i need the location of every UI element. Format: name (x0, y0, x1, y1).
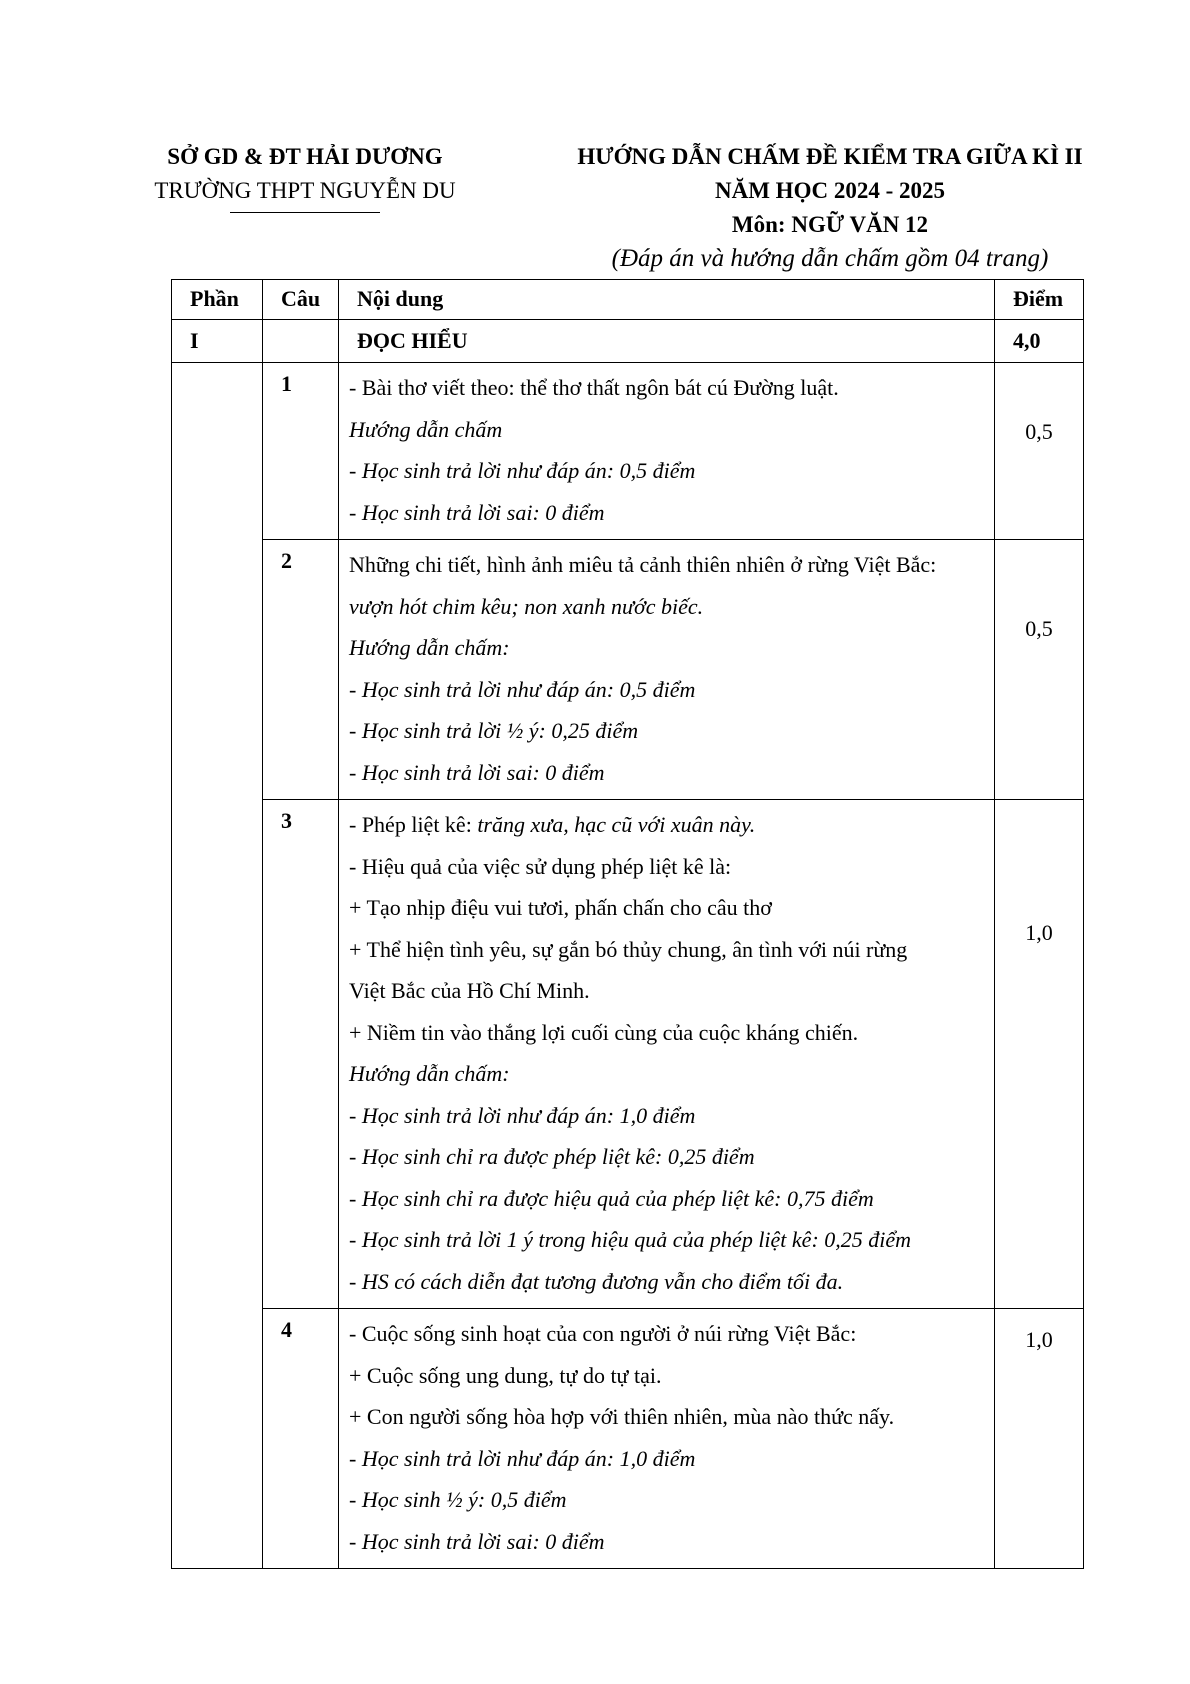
header-right (540, 140, 1120, 276)
answer-line: - Hiệu quả của việc sử dụng phép liệt kê là: (349, 853, 732, 879)
header-noidung: Nội dung (339, 280, 995, 320)
answer-content (339, 800, 995, 1309)
section-cau-empty (263, 320, 339, 363)
header-diem: Điểm (995, 280, 1084, 320)
table-row (172, 540, 1084, 800)
score-cell (995, 800, 1084, 1309)
table-row (172, 1309, 1084, 1569)
section-row (172, 320, 1084, 363)
answer-line-italic: trăng xưa, hạc cũ với xuân này. (477, 812, 756, 837)
header-cau: Câu (263, 280, 339, 320)
answer-line: + Con người sống hòa hợp với thiên nhiên, mùa nào thức nấy. (349, 1404, 895, 1429)
score-cell (995, 540, 1084, 800)
header-phan: Phần (172, 280, 263, 320)
table-row (172, 800, 1084, 1309)
answer-line: - Bài thơ viết theo: thể thơ thất ngôn bát cú Đường luật. (349, 375, 839, 400)
answer-line (349, 804, 986, 846)
answer-content (339, 363, 995, 540)
score-value: 1,0 (1025, 920, 1053, 945)
answer-line: vượn hót chim kêu; non xanh nước biếc. (349, 593, 704, 619)
answer-line: Hướng dẫn chấm (349, 416, 503, 442)
table-header-row (172, 280, 1084, 320)
answer-line: - Học sinh trả lời sai: 0 điểm (349, 1528, 605, 1554)
phan-empty (172, 363, 263, 1569)
score-cell (995, 363, 1084, 540)
answer-line: + Tạo nhịp điệu vui tươi, phấn chấn cho câu thơ (349, 895, 772, 920)
answer-line: - Học sinh chỉ ra được phép liệt kê: 0,25 điểm (349, 1144, 755, 1169)
section-phan: I (172, 320, 263, 363)
answer-line: Hướng dẫn chấm: (349, 635, 510, 660)
page-count-note: (Đáp án và hướng dẫn chấm gồm 04 trang) (611, 245, 1049, 272)
answer-line: - Cuộc sống sinh hoạt của con người ở núi rừng Việt Bắc: (349, 1321, 857, 1346)
score-cell (995, 1309, 1084, 1569)
answer-line: - Học sinh trả lời như đáp án: 1,0 điểm (349, 1102, 696, 1128)
table-row (172, 363, 1084, 540)
answer-line: + Cuộc sống ung dung, tự do tự tại. (349, 1362, 662, 1388)
answer-line: - Học sinh trả lời sai: 0 điểm (349, 759, 605, 785)
answer-line: - Học sinh chỉ ra được hiệu quả của phép liệt kê: 0,75 điểm (349, 1185, 874, 1211)
answer-line: - Học sinh trả lời như đáp án: 0,5 điểm (349, 676, 696, 702)
school-name: TRƯỜNG THPT NGUYỄN DU (154, 178, 456, 203)
answer-line: Việt Bắc của Hồ Chí Minh. (349, 978, 590, 1003)
answer-content (339, 540, 995, 800)
question-number: 4 (263, 1309, 339, 1569)
answer-content (339, 1309, 995, 1569)
header-divider (230, 212, 380, 213)
subject: Môn: NGỮ VĂN 12 (731, 212, 929, 237)
answer-line: Hướng dẫn chấm: (349, 1061, 510, 1086)
question-number: 2 (263, 540, 339, 800)
section-score: 4,0 (995, 320, 1084, 363)
question-number: 3 (263, 800, 339, 1309)
answer-line: + Thể hiện tình yêu, sự gắn bó thủy chung, ân tình với núi rừng (349, 936, 908, 962)
answer-line: - Học sinh ½ ý: 0,5 điểm (349, 1487, 567, 1512)
document-title: HƯỚNG DẪN CHẤM ĐỀ KIỂM TRA GIỮA KÌ II (577, 144, 1083, 169)
answer-line: + Niềm tin vào thắng lợi cuối cùng của cuộc kháng chiến. (349, 1019, 859, 1045)
score-value: 1,0 (1025, 1327, 1053, 1352)
answer-line: - Học sinh trả lời sai: 0 điểm (349, 499, 605, 525)
question-number: 1 (263, 363, 339, 540)
school-year: NĂM HỌC 2024 - 2025 (715, 178, 945, 203)
answer-line: - Học sinh trả lời như đáp án: 0,5 điểm (349, 458, 696, 483)
answer-line: Những chi tiết, hình ảnh miêu tả cảnh thiên nhiên ở rừng Việt Bắc: (349, 552, 937, 577)
department-name: SỞ GD & ĐT HẢI DƯƠNG (167, 144, 443, 169)
answer-line: - Học sinh trả lời ½ ý: 0,25 điểm (349, 718, 639, 743)
header-left (110, 140, 500, 213)
answer-line: - HS có cách diễn đạt tương đương vẫn cho điểm tối đa. (349, 1268, 844, 1294)
score-value: 0,5 (1025, 616, 1053, 641)
section-title: ĐỌC HIỂU (339, 320, 995, 363)
answer-line: - Học sinh trả lời 1 ý trong hiệu quả của phép liệt kê: 0,25 điểm (349, 1227, 912, 1252)
answer-line-prefix: - Phép liệt kê: (349, 812, 478, 837)
grading-table (171, 279, 1084, 1569)
answer-line: - Học sinh trả lời như đáp án: 1,0 điểm (349, 1445, 696, 1471)
score-value: 0,5 (1025, 419, 1053, 444)
